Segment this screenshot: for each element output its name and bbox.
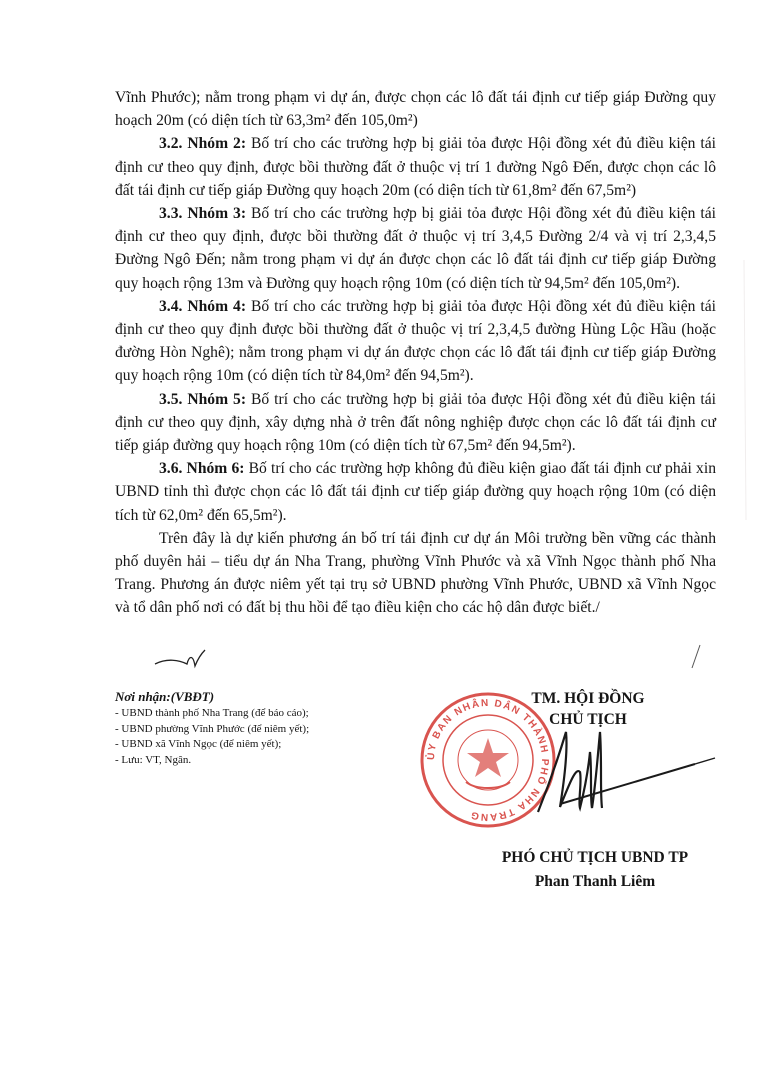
recipient-item: - UBND xã Vĩnh Ngọc (để niêm yết); bbox=[115, 738, 282, 750]
handwritten-signature-icon bbox=[520, 712, 720, 832]
group-5-label: 3.5. Nhóm 5: bbox=[159, 390, 247, 408]
paragraph-closing: Trên đây là dự kiến phương án bố trí tái định cư dự án Môi trường bền vững các thành phố duyên hải – tiểu dự án Nha Trang, phường Vĩnh Phước và xã Vĩnh Ngọc thành phố Nha Trang. Phương án được niêm yết tại trụ sở UBND phường Vĩnh Phước, UBND xã Vĩnh Ngọc và tổ dân phố nơi có đất bị thu hồi để tạo điều kiện cho các hộ dân được biết./ bbox=[115, 529, 716, 617]
group-2-text: Bố trí cho các trường hợp bị giải tỏa được Hội đồng xét đủ điều kiện tái định cư theo quy định, được bồi thường đất ở thuộc vị trí 1 đường Ngô Đến, được chọn các lô đất tái định cư tiếp giáp Đường quy hoạch 20m (có diện tích từ 61,8m² đến 67,5m²) bbox=[115, 135, 716, 199]
recipients-block bbox=[115, 688, 415, 768]
group-6-text: Bố trí cho các trường hợp không đủ điều kiện giao đất tái định cư phải xin UBND tỉnh thì được chọn các lô đất tái định cư tiếp giáp đường quy hoạch rộng 10m (có diện tích từ 62,0m² đến 65,5m²). bbox=[115, 460, 716, 524]
signatory-block bbox=[472, 846, 718, 894]
council-label: TM. HỘI ĐỒNG bbox=[531, 690, 645, 707]
group-3-label: 3.3. Nhóm 3: bbox=[159, 205, 247, 223]
group-4-label: 3.4. Nhóm 4: bbox=[159, 297, 247, 315]
signatory-name: Phan Thanh Liêm bbox=[534, 873, 656, 890]
group-2-label: 3.2. Nhóm 2: bbox=[159, 135, 247, 153]
recipient-item: - Lưu: VT, Ngân. bbox=[115, 753, 192, 766]
group-3-text: Bố trí cho các trường hợp bị giải tỏa được Hội đồng xét đủ điều kiện tái định cư theo quy định, được bồi thường đất ở thuộc vị trí 3,4,5 Đường 2/4 và vị trí 2,3,4,5 Đường Ngô Đến; nằm trong phạm vi dự án được chọn các lô đất tái định cư tiếp giáp Đường quy hoạch rộng 13m và Đường quy hoạch rộng 10m (có diện tích từ 94,5m² đến 105,0m²). bbox=[115, 205, 716, 292]
star-emblem-icon bbox=[458, 730, 518, 790]
recipients-title: Nơi nhận:(VBĐT) bbox=[115, 689, 215, 704]
group-5-text: Bố trí cho các trường hợp bị giải tỏa được Hội đồng xét đủ điều kiện tái định cư theo quy định, xây dựng nhà ở trên đất nông nghiệp được chọn các lô đất tái định cư tiếp giáp đường quy hoạch rộng 10m (có diện tích từ 67,5m² đến 94,5m²). bbox=[115, 390, 716, 455]
recipient-item: - UBND thành phố Nha Trang (để báo cáo); bbox=[115, 707, 309, 719]
signatory-role: PHÓ CHỦ TỊCH UBND TP bbox=[501, 849, 689, 866]
chairman-label: CHỦ TỊCH bbox=[549, 711, 627, 728]
recipient-item: - UBND phường Vĩnh Phước (để niêm yết); bbox=[115, 722, 310, 735]
seal-text: ỦY BAN NHÂN DÂN THÀNH PHỐ NHA TRANG bbox=[425, 697, 551, 823]
paragraph-continuation: Vĩnh Phước); nằm trong phạm vi dự án, được chọn các lô đất tái định cư tiếp giáp Đường quy hoạch 20m (có diện tích từ 63,3m² đến 105,0m²) bbox=[115, 89, 716, 130]
group-6-label: 3.6. Nhóm 6: bbox=[159, 460, 245, 478]
group-4-text: Bố trí cho các trường hợp bị giải tỏa được Hội đồng xét đủ điều kiện tái định cư theo quy định được bồi thường đất ở thuộc vị trí 2,3,4,5 đường Hùng Lộc Hầu (hoặc đường Hòn Nghê); nằm trong phạm vi dự án được chọn các lô đất tái định cư tiếp giáp Đường quy hoạch rộng 10m (có diện tích từ 84,0m² đến 94,5m²). bbox=[115, 297, 716, 385]
